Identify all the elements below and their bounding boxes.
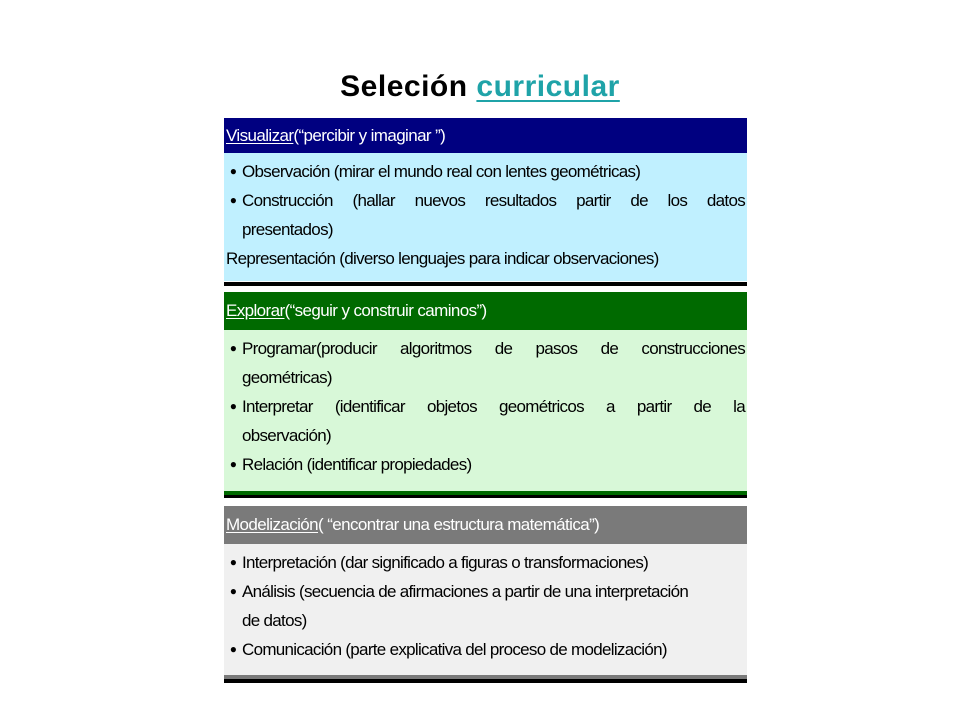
explorar-bottom-rule-dark	[224, 495, 747, 498]
visualizar-bottom-rule	[224, 282, 747, 286]
explorar-header-rest: (“seguir y construir caminos”)	[284, 301, 487, 320]
visualizar-section	[224, 118, 747, 281]
list-item	[224, 334, 747, 363]
item-text: Comunicación (parte explicativa del proceso de modelización)	[242, 640, 667, 659]
item-continuation: presentados)	[242, 220, 333, 239]
modelizacion-body	[224, 544, 747, 675]
bullet-icon: ●	[229, 164, 237, 178]
list-item	[224, 157, 747, 186]
bullet-icon: ●	[229, 457, 237, 471]
list-item	[224, 186, 747, 215]
item-text: Interpretación (dar significado a figuras o transformaciones)	[242, 553, 649, 572]
item-text: Análisis (secuencia de afirmaciones a partir de una interpretación	[242, 582, 689, 601]
modelizacion-section	[224, 506, 747, 675]
bullet-icon: ●	[229, 642, 237, 656]
item-text: Construcción (hallar nuevos resultados partir de los datos	[242, 191, 745, 210]
bullet-icon: ●	[229, 193, 237, 207]
item-continuation: de datos)	[242, 611, 307, 630]
item-continuation: geométricas)	[242, 368, 332, 387]
list-item	[224, 450, 747, 479]
item-text: Observación (mirar el mundo real con lentes geométricas)	[242, 162, 641, 181]
visualizar-body	[224, 153, 747, 281]
item-text: Programar(producir algoritmos de pasos de construcciones	[242, 339, 745, 358]
explorar-term: Explorar	[226, 301, 285, 320]
item-continuation: observación)	[242, 426, 331, 445]
explorar-body	[224, 330, 747, 491]
slide-title	[0, 70, 960, 104]
list-item	[224, 635, 747, 664]
bullet-icon: ●	[229, 555, 237, 569]
modelizacion-bottom-rule-dark	[224, 679, 747, 683]
visualizar-header-rest: (“percibir y imaginar ”)	[293, 125, 446, 145]
visualizar-header	[224, 118, 747, 153]
bullet-icon: ●	[229, 584, 237, 598]
title-prefix: Seleción	[340, 70, 468, 103]
modelizacion-term: Modelización	[226, 515, 319, 534]
explorar-section	[224, 292, 747, 491]
bullet-icon: ●	[229, 341, 237, 355]
visualizar-term: Visualizar	[226, 125, 294, 145]
plain-line: Representación (diverso lenguajes para indicar observaciones)	[226, 249, 659, 268]
item-text: Interpretar (identificar objetos geométricos a partir de la	[242, 397, 745, 416]
modelizacion-header-rest: ( “encontrar una estructura matemática”)	[318, 515, 600, 534]
list-item	[224, 577, 747, 606]
bullet-icon: ●	[229, 399, 237, 413]
item-text: Relación (identificar propiedades)	[242, 455, 472, 474]
explorar-header	[224, 292, 747, 330]
list-item	[224, 548, 747, 577]
modelizacion-header	[224, 506, 747, 544]
curricular-link[interactable]: curricular	[476, 70, 620, 103]
list-item	[224, 392, 747, 421]
